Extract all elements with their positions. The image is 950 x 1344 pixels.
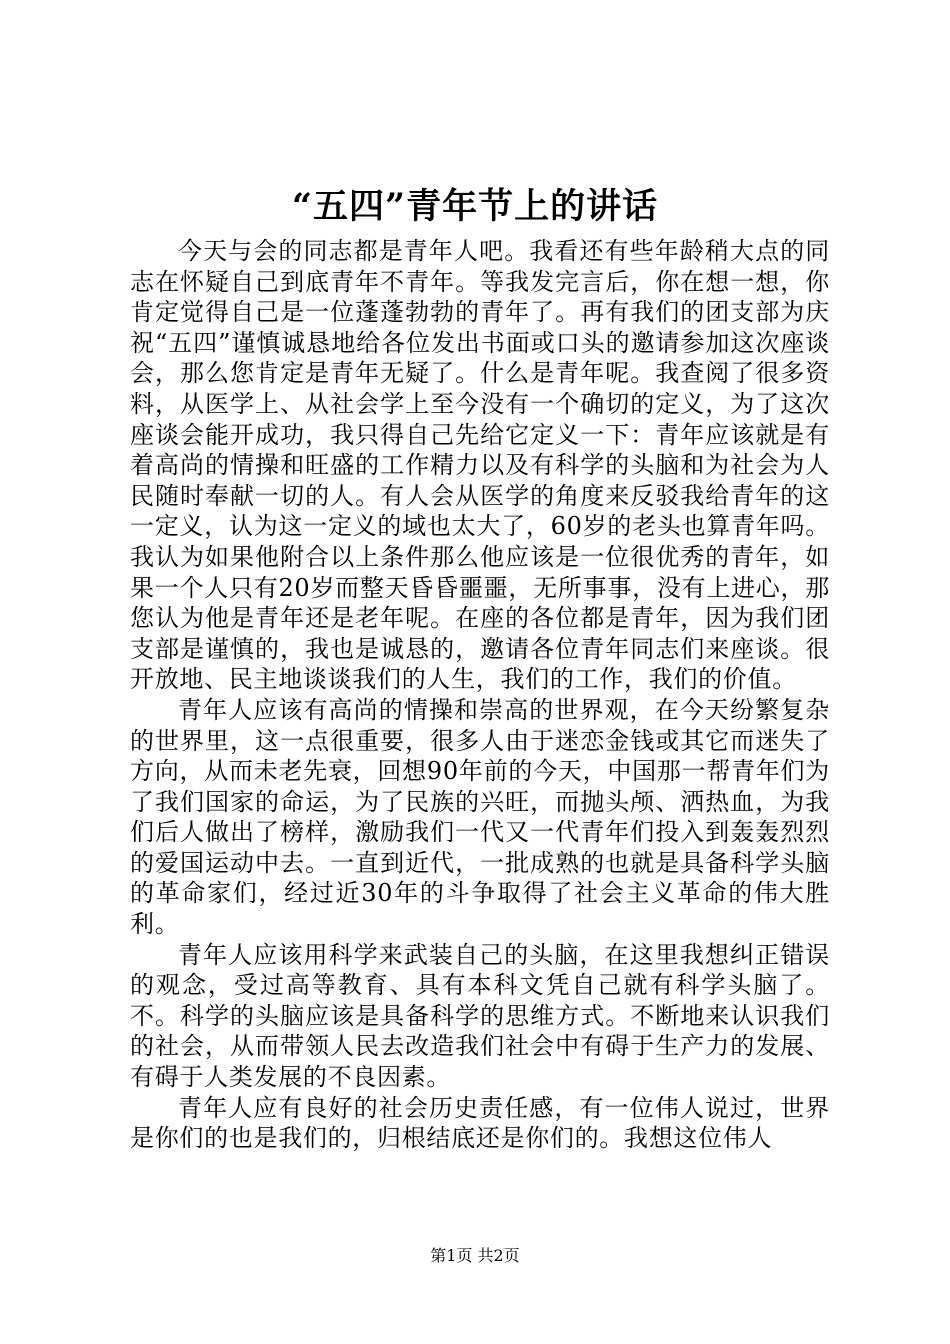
paragraph-1: 今天与会的同志都是青年人吧。我看还有些年龄稍大点的同志在怀疑自己到底青年不青年。等我发完言后，你在想一想，你肯定觉得自己是一位蓬蓬勃勃的青年了。再有我们的团支部为庆祝“五四”谨慎诚恳地给各位发出书面或口头的邀请参加这次座谈会，那么您肯定是青年无疑了。什么是青年呢。我查阅了很多资料，从医学上、从社会学上至今没有一个确切的定义，为了这次座谈会能开成功，我只得自己先给它定义一下：青年应该就是有着高尚的情操和旺盛的工作精力以及有科学的头脑和为社会为人民随时奉献一切的人。有人会从医学的角度来反驳我给青年的这一定义，认为这一定义的域也太大了，60岁的老头也算青年吗。我认为如果他附合以上条件那么他应该是一位很优秀的青年，如果一个人只有20岁而整天昏昏噩噩，无所事事，没有上进心，那您认为他是青年还是老年呢。在座的各位都是青年，因为我们团支部是谨慎的，我也是诚恳的，邀请各位青年同志们来座谈。很开放地、民主地谈谈我们的人生，我们的工作，我们的价值。: [130, 237, 830, 694]
document-body: [130, 236, 830, 1154]
document-title: “五四”青年节上的讲话: [291, 186, 659, 227]
paragraph-2: 青年人应该有高尚的情操和崇高的世界观，在今天纷繁复杂的世界里，这一点很重要，很多人由于迷恋金钱或其它而迷失了方向，从而未老先衰，回想90年前的今天，中国那一帮青年们为了我们国家的命运，为了民族的兴旺，而抛头颅、洒热血，为我们后人做出了榜样，激励我们一代又一代青年们投入到轰轰烈烈的爱国运动中去。一直到近代，一批成熟的也就是具备科学头脑的革命家们，经过近30年的斗争取得了社会主义革命的伟大胜利。: [130, 695, 830, 939]
paragraph-4: 青年人应有良好的社会历史责任感，有一位伟人说过，世界是你们的也是我们的，归根结底还是你们的。我想这位伟人: [130, 1093, 830, 1153]
paragraph-3: 青年人应该用科学来武装自己的头脑，在这里我想纠正错误的观念，受过高等教育、具有本科文凭自己就有科学头脑了。不。科学的头脑应该是具备科学的思维方式。不断地来认识我们的社会，从而带领人民去改造我们社会中有碍于生产力的发展、有碍于人类发展的不良因素。: [130, 940, 830, 1092]
page-footer: 第1页 共2页: [430, 1246, 520, 1265]
